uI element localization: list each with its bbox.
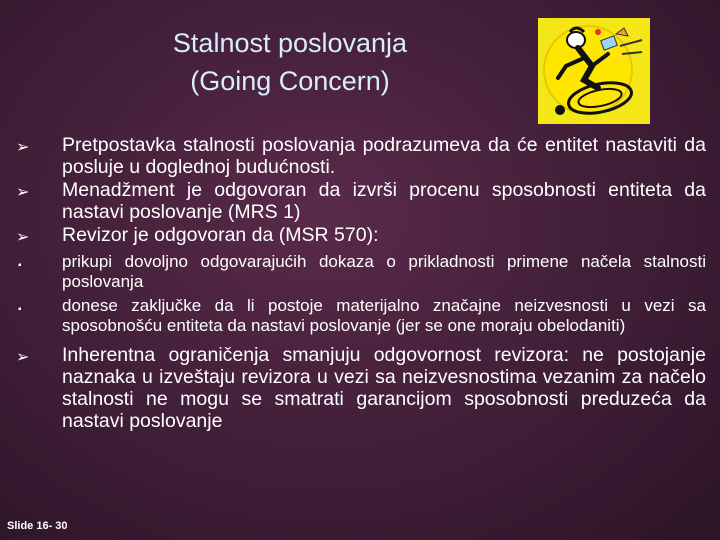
sub-bullet-item <box>16 252 706 292</box>
slide-number: Slide 16- 30 <box>7 520 68 532</box>
bullet-text: Pretpostavka stalnosti poslovanja podrazumeva da će entitet nastaviti da posluje u doglednoj budućnosti. <box>62 134 706 178</box>
sub-bullet-item <box>16 296 706 336</box>
bullet-list <box>16 134 706 433</box>
square-bullet-icon: ▪ <box>18 304 22 315</box>
bullet-text: Menadžment je odgovoran da izvrši procenu sposobnosti entiteta da nastavi poslovanje (MRS 1) <box>62 179 706 223</box>
arrow-bullet-icon: ➢ <box>16 349 30 366</box>
arrow-bullet-icon: ➢ <box>16 229 30 246</box>
bullet-text: Inherentna ograničenja smanjuju odgovornost revizora: ne postojanje naznaka u izveštaju revizora u vezi sa neizvesnostima vezanim za načelo stalnosti ne mogu se smatrati garancijom sposobnosti preduzeća da nastavi poslovanje <box>62 344 706 432</box>
sub-bullet-text: donese zaključke da li postoje materijalno značajne neizvesnosti u vezi sa sposobnošću entiteta da nastavi poslovanje (jer se one moraju obelodaniti) <box>62 296 706 335</box>
arrow-bullet-icon: ➢ <box>16 139 30 156</box>
bullet-text: Revizor je odgovoran da (MSR 570): <box>62 224 379 246</box>
juggler-clipart-icon <box>538 18 650 124</box>
slide-title-line1: Stalnost poslovanja <box>172 28 408 58</box>
bullet-item <box>16 344 706 432</box>
bullet-item <box>16 134 706 178</box>
slide-title <box>90 24 490 100</box>
square-bullet-icon: ▪ <box>18 260 22 271</box>
sub-bullet-text: prikupi dovoljno odgovarajućih dokaza o prikladnosti primene načela stalnosti poslovanja <box>62 252 706 291</box>
arrow-bullet-icon: ➢ <box>16 184 30 201</box>
slide-title-line2: (Going Concern) <box>190 66 390 96</box>
bullet-item <box>16 224 706 246</box>
bullet-item <box>16 179 706 223</box>
